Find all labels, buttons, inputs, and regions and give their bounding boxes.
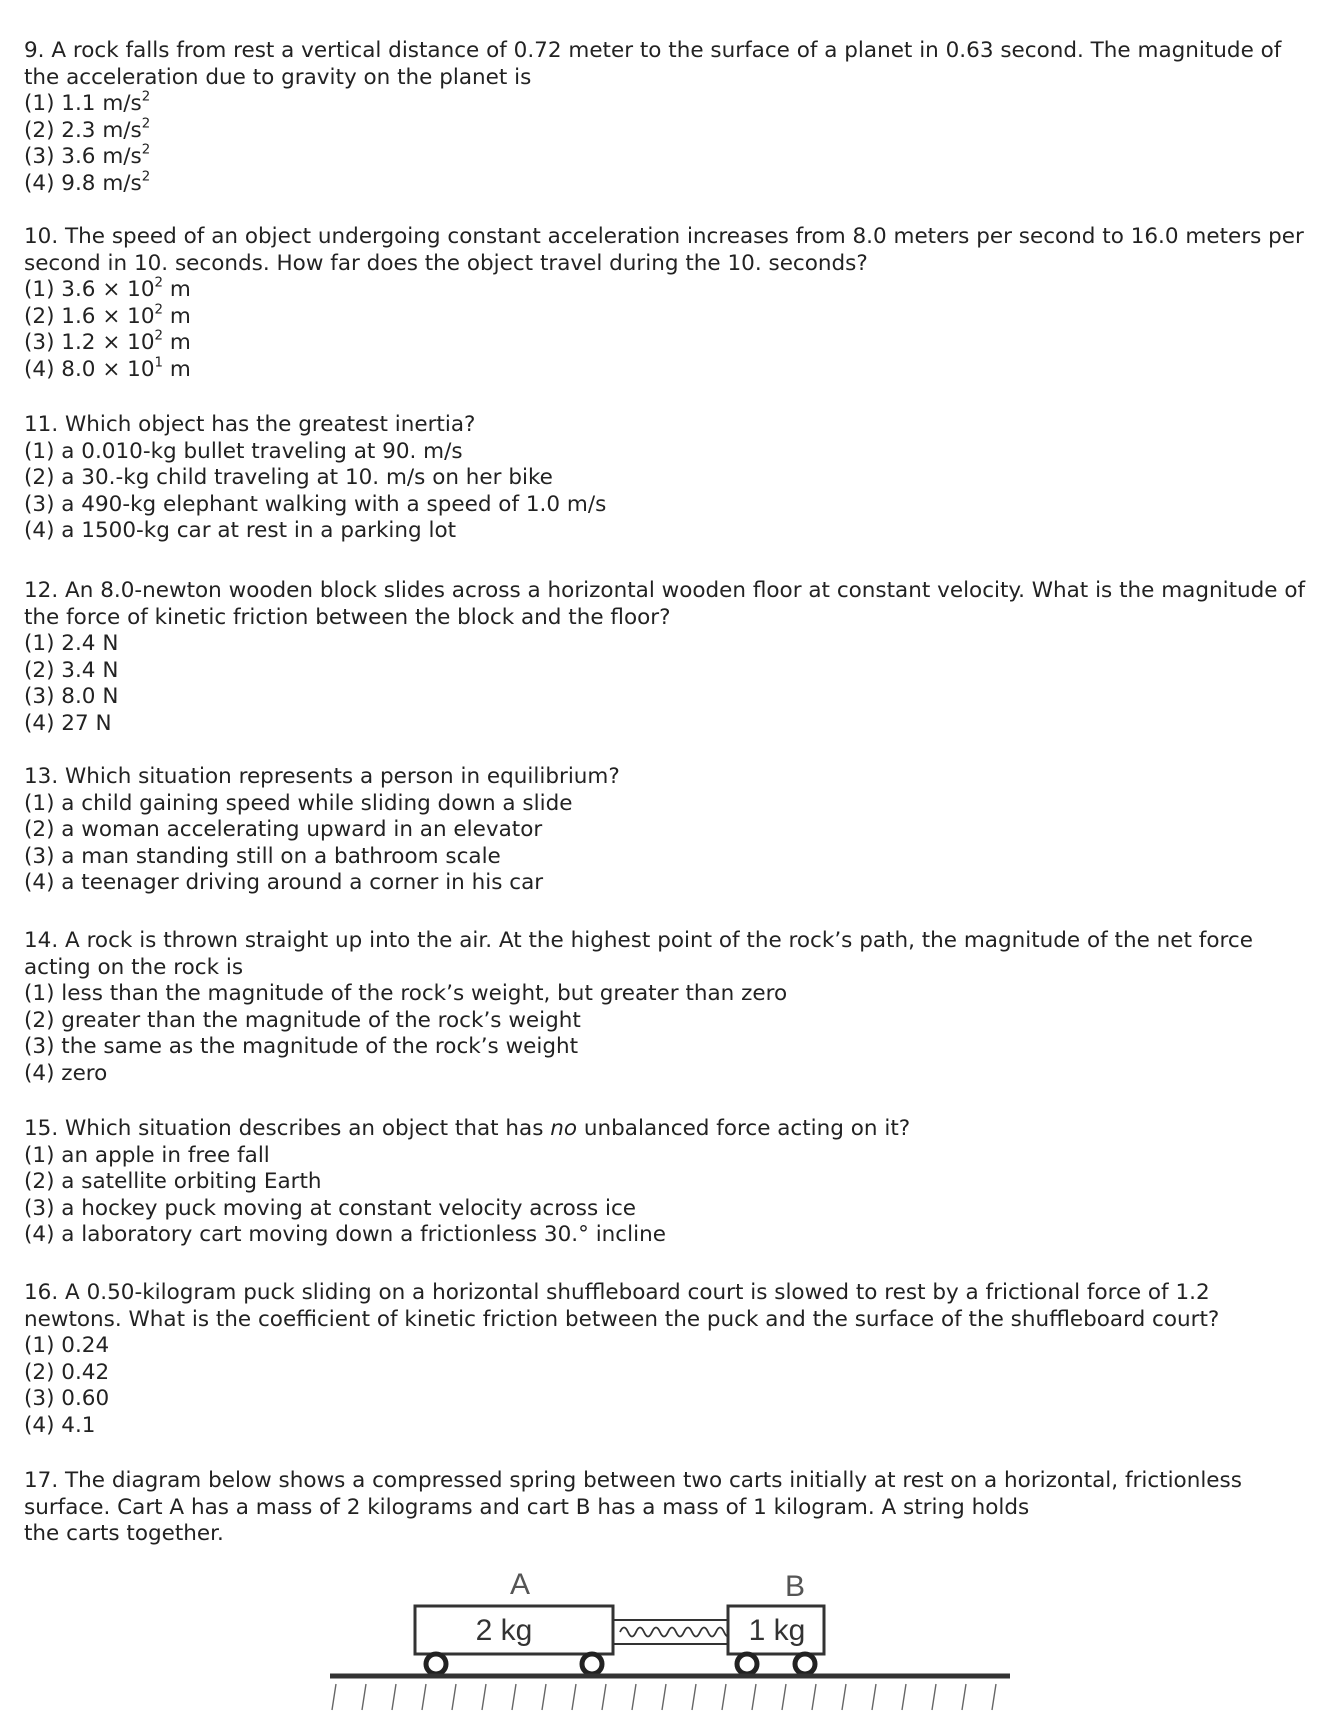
answer-option: (1) an apple in free fall [24, 1142, 270, 1168]
answer-option: (4) a teenager driving around a corner in his car [24, 870, 544, 895]
wheel-icon [737, 1654, 757, 1674]
question-14 [24, 928, 1314, 1087]
cart-b-label: B [784, 1570, 806, 1603]
answer-option: (1) less than the magnitude of the rock’s weight, but greater than zero [24, 981, 788, 1006]
cart-a-mass: 2 kg [475, 1614, 533, 1647]
cart-b [728, 1606, 824, 1674]
question-13 [24, 764, 1314, 897]
answer-option: (4) 4.1 [24, 1412, 96, 1438]
answer-option: (2) $1.6 \times 10^2$ m [24, 301, 191, 329]
wheel-icon [582, 1654, 602, 1674]
question-stem: 9. A rock falls from rest a vertical distance of 0.72 meter to the surface of a planet in 0.63 second. The magnitude of the acceleration due to gravity on the planet is [24, 38, 1282, 90]
answer-option: (1) $3.6 \times 10^2$ m [24, 275, 191, 302]
carts-spring-diagram [320, 1560, 1020, 1720]
answer-option: (1) 0.24 [24, 1333, 110, 1358]
answer-option: (4) $8.0 \times 10^1$ m [24, 354, 191, 382]
answer-option: (2) 2.3 $m/s^2$ [24, 115, 151, 143]
question-stem: 12. An 8.0-newton wooden block slides across a horizontal wooden floor at constant velocity. What is the magnitude of the force of kinetic friction between the block and the floor? [24, 578, 1306, 630]
answer-option: (3) 8.0 N [24, 684, 119, 709]
cart-a [415, 1606, 613, 1674]
answer-option: (3) the same as the magnitude of the rock’s weight [24, 1034, 579, 1059]
answer-option: (4) 9.8 $m/s^2$ [24, 168, 151, 196]
answer-option: (1) 1.1 $m/s^2$ [24, 89, 151, 116]
answer-option: (3) 0.60 [24, 1386, 110, 1411]
answer-option: (3) a man standing still on a bathroom scale [24, 843, 501, 869]
question-10 [24, 224, 1314, 383]
question-15 [24, 1116, 1314, 1249]
cart-a-label: A [509, 1568, 531, 1601]
answer-option: (1) a 0.010-kg bullet traveling at 90. m/s [24, 438, 463, 464]
ground-surface [330, 1676, 1010, 1710]
question-stem: 11. Which object has the greatest inertia? [24, 412, 476, 437]
answer-option: (1) 2.4 N [24, 631, 119, 656]
question-12 [24, 578, 1314, 737]
answer-option: (4) 27 N [24, 710, 112, 736]
answer-option: (3) a 490-kg elephant walking with a speed of 1.0 m/s [24, 491, 607, 517]
wheel-icon [426, 1654, 446, 1674]
answer-option: (1) a child gaining speed while sliding down a slide [24, 790, 573, 816]
answer-option: (2) 3.4 N [24, 657, 119, 683]
question-stem: 15. Which situation describes an object that has no unbalanced force acting on it? [24, 1116, 911, 1141]
question-16 [24, 1280, 1314, 1439]
answer-option: (3) $1.2 \times 10^2$ m [24, 328, 191, 355]
answer-option: (4) a laboratory cart moving down a frictionless 30.° incline [24, 1222, 666, 1247]
answer-option: (3) a hockey puck moving at constant velocity across ice [24, 1195, 637, 1221]
question-stem: 14. A rock is thrown straight up into the air. At the highest point of the rock’s path, the magnitude of the net force acting on the rock is [24, 928, 1253, 980]
question-17 [24, 1468, 1314, 1548]
question-stem-line: 17. The diagram below shows a compressed spring between two carts initially at rest on a horizontal, frictionless [24, 1468, 1242, 1493]
answer-option: (2) a woman accelerating upward in an elevator [24, 817, 543, 842]
question-11 [24, 412, 1314, 545]
answer-option: (2) greater than the magnitude of the rock’s weight [24, 1007, 581, 1033]
question-stem-line: surface. Cart A has a mass of 2 kilograms and cart B has a mass of 1 kilogram. A string holds [24, 1494, 1030, 1520]
cart-b-mass: 1 kg [748, 1614, 806, 1647]
wheel-icon [795, 1654, 815, 1674]
answer-option: (2) a 30.-kg child traveling at 10. m/s on her bike [24, 465, 553, 490]
question-stem: 16. A 0.50-kilogram puck sliding on a horizontal shuffleboard court is slowed to rest by a frictional force of 1.2 newtons. What is the coefficient of kinetic friction between the puck and the surface of the shuffleboard court? [24, 1280, 1220, 1332]
answer-option: (2) 0.42 [24, 1359, 110, 1385]
answer-option: (4) a 1500-kg car at rest in a parking lot [24, 518, 457, 543]
compressed-spring-icon [614, 1620, 732, 1644]
answer-option: (3) 3.6 $m/s^2$ [24, 142, 151, 169]
question-stem: 10. The speed of an object undergoing constant acceleration increases from 8.0 meters per second to 16.0 meters per second in 10. seconds. How far does the object travel during the 10. seconds? [24, 224, 1304, 276]
answer-option: (4) zero [24, 1060, 108, 1086]
answer-option: (2) a satellite orbiting Earth [24, 1169, 322, 1194]
question-9 [24, 38, 1314, 197]
question-stem: 13. Which situation represents a person in equilibrium? [24, 764, 620, 789]
question-stem-line: the carts together. [24, 1521, 224, 1546]
